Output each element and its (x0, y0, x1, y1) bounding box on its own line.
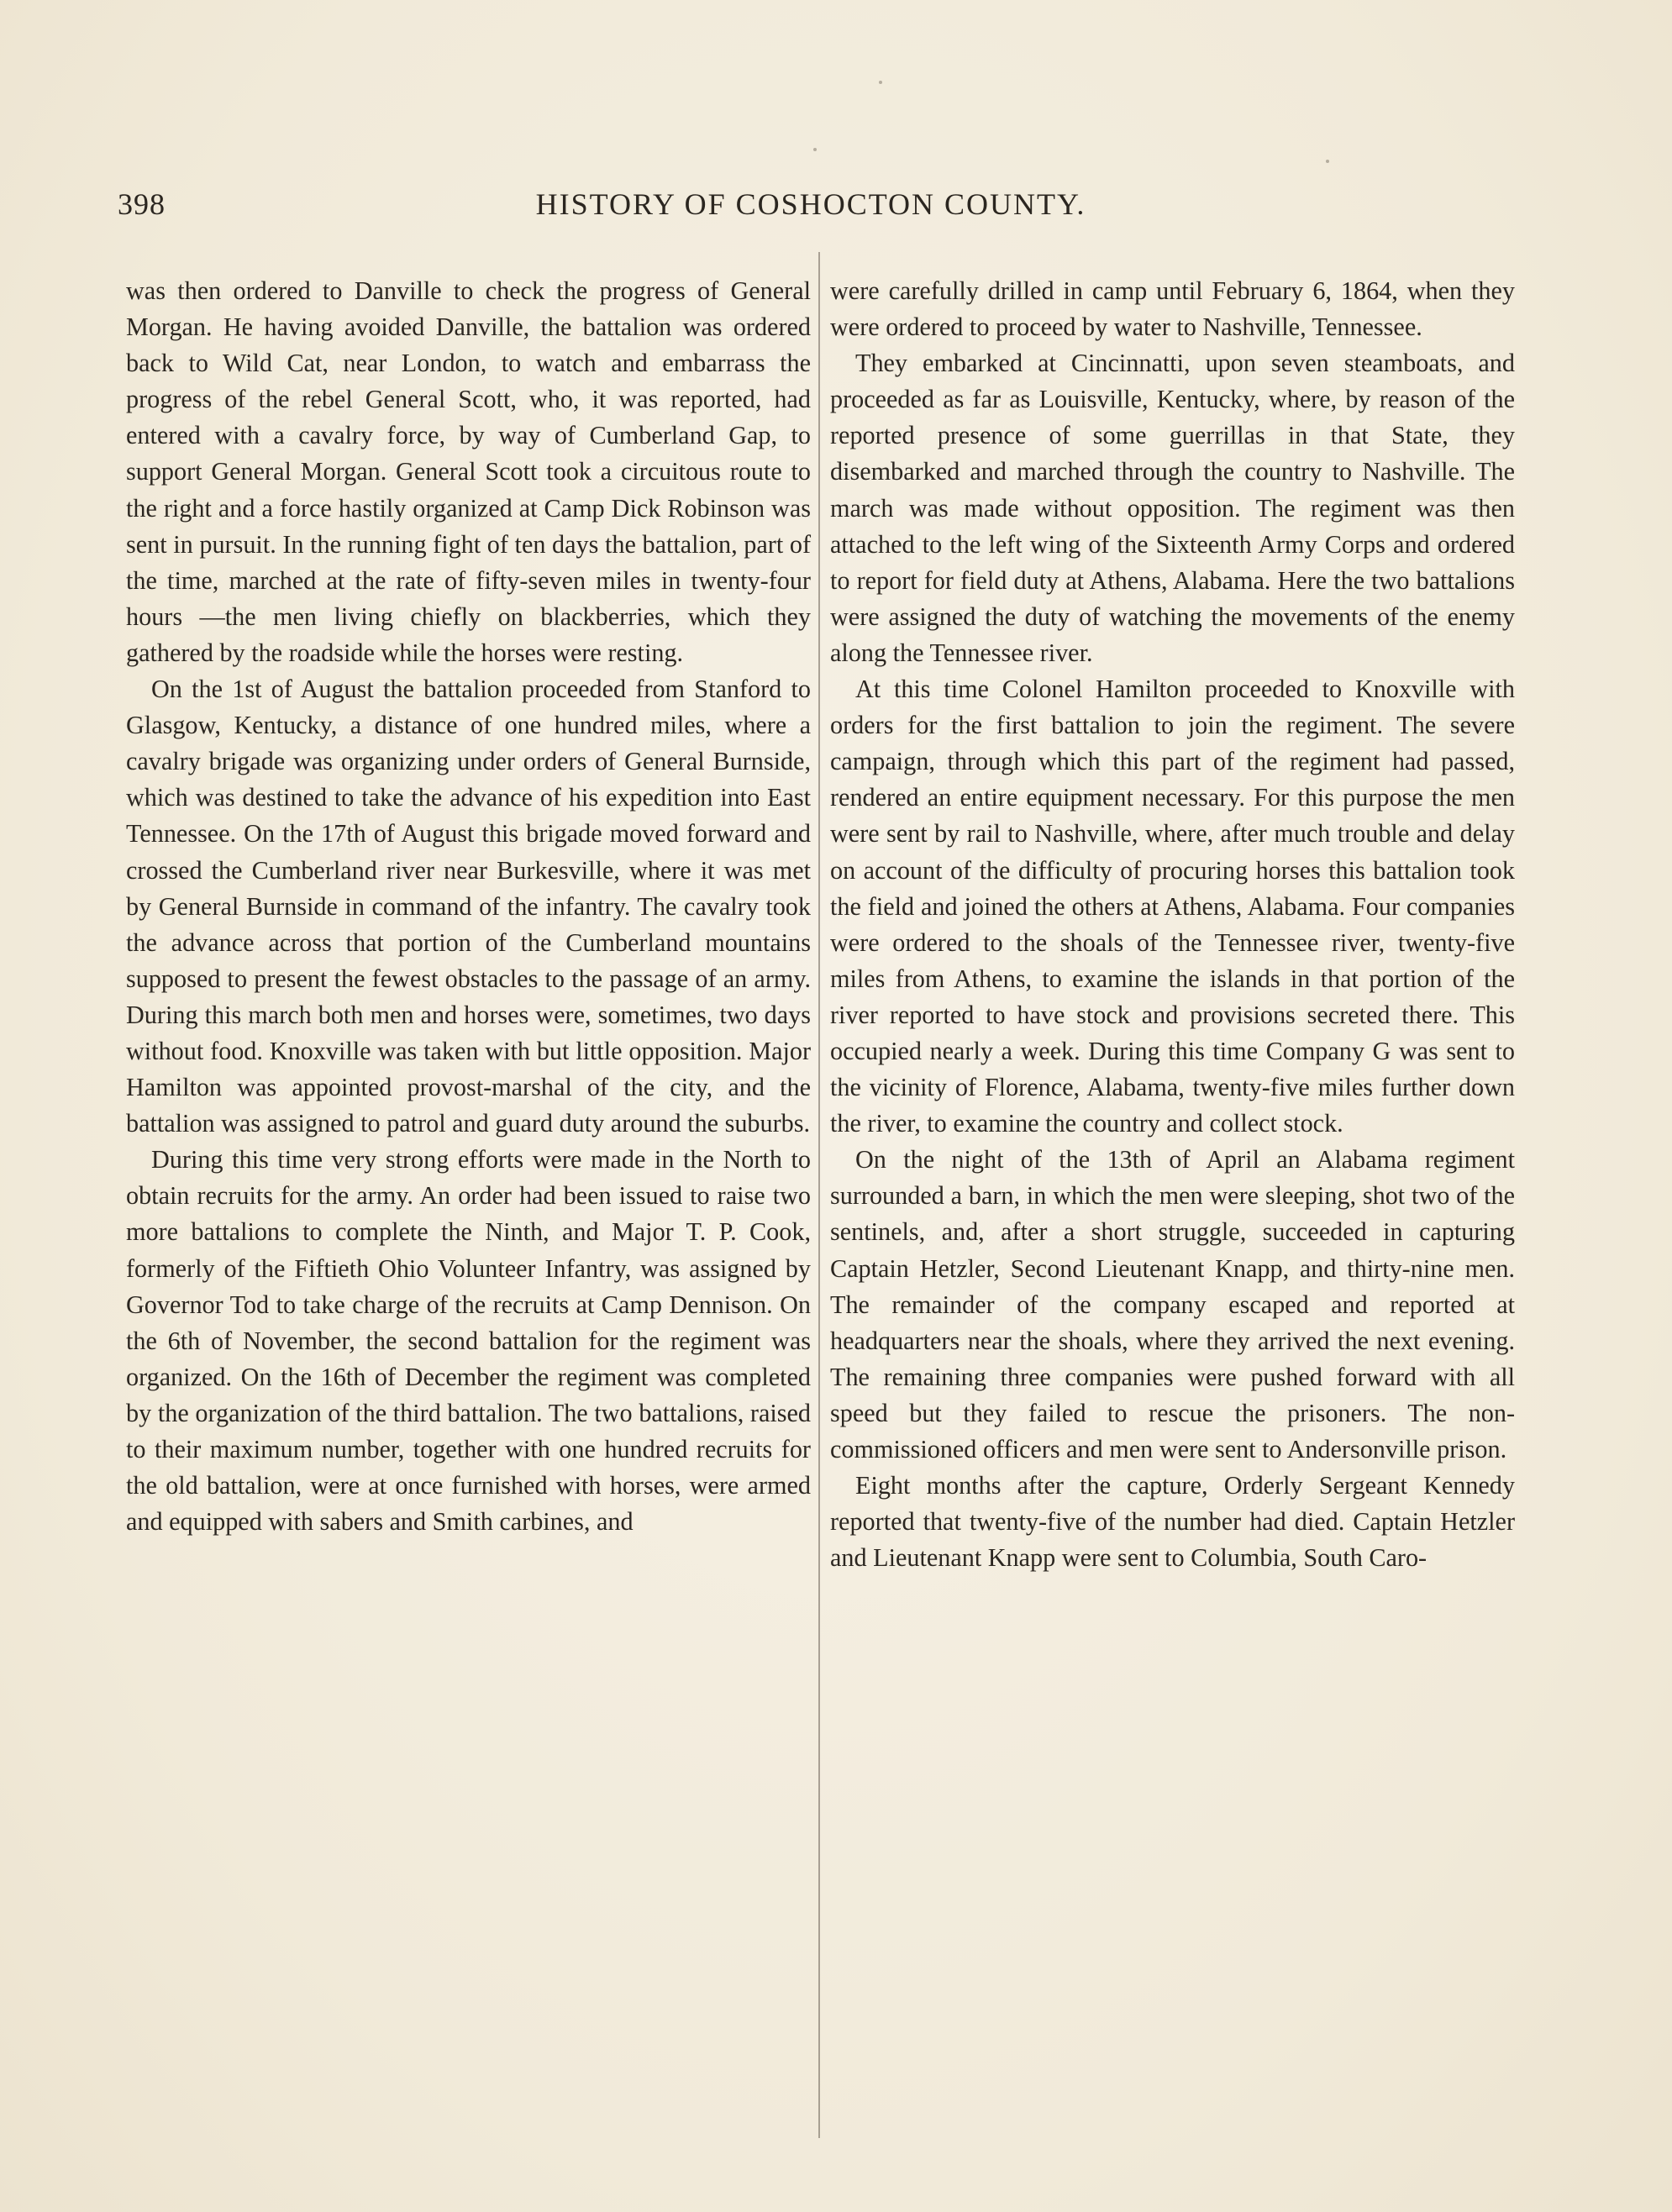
paper-speck (1326, 160, 1329, 163)
paragraph: was then ordered to Danville to check the progress of General Morgan. He having avoided Danville, the battalion was ordered back to Wild Cat, near London, to watch and embarrass the progress of the rebel General Scott, who, it was reported, had entered with a cavalry force, by way of Cumberland Gap, to support General Morgan. General Scott took a circuitous route to the right and a force hastily organized at Camp Dick Robinson was sent in pursuit. In the running fight of ten days the battalion, part of the time, marched at the rate of fifty-seven miles in twenty-four hours —the men living chiefly on blackberries, which they gathered by the roadside while the horses were resting. (126, 276, 811, 667)
page-number: 398 (118, 187, 166, 221)
paragraph: They embarked at Cincinnatti, upon seven steamboats, and proceeded as far as Louisville, Kentucky, where, by reason of the reported presence of some guerrillas in that State, they disembarked and marched through the country to Nashville. The march was made without opposition. The regiment was then attached to the left wing of the Sixteenth Army Corps and ordered to report for field duty at Athens, Alabama. Here the two battalions were assigned the duty of watching the movements of the enemy along the Tennessee river. (830, 349, 1515, 667)
paragraph: During this time very strong efforts were made in the North to obtain recruits for the army. An order had been issued to raise two more battalions to complete the Ninth, and Major T. P. Cook, formerly of the Fiftieth Ohio Volunteer Infantry, was assigned by Governor Tod to take charge of the recruits at Camp Dennison. On the 6th of November, the second battalion for the regiment was organized. On the 16th of December the regiment was completed by the organization of the third battalion. The two battalions, raised to their maximum number, together with one hundred recruits for the old battalion, were at once furnished with horses, were armed and equipped with sabers and Smith carbines, and (126, 1145, 811, 1537)
paragraph: were carefully drilled in camp until February 6, 1864, when they were ordered to proceed by water to Nashville, Tennessee. (830, 276, 1515, 342)
column-divider (818, 252, 820, 2138)
paper-speck (813, 148, 817, 151)
paragraph: At this time Colonel Hamilton proceeded to Knoxville with orders for the first battalion to join the regiment. The severe campaign, through which this part of the regiment had passed, rendered an entire equipment necessary. For this purpose the men were sent by rail to Nashville, where, after much trouble and delay on account of the difficulty of procuring horses this battalion took the field and joined the others at Athens, Alabama. Four companies were ordered to the shoals of the Tennessee river, twenty-five miles from Athens, to examine the islands in that portion of the river reported to have stock and provisions secreted there. This occupied nearly a week. During this time Company G was sent to the vicinity of Florence, Alabama, twenty-five miles further down the river, to examine the country and collect stock. (830, 675, 1515, 1138)
right-column (830, 273, 1515, 1576)
paper-speck (879, 81, 882, 84)
left-column (126, 273, 811, 1540)
running-title: HISTORY OF COSHOCTON COUNTY. (535, 187, 1086, 221)
page-header (118, 187, 1504, 237)
paragraph: Eight months after the capture, Orderly Sergeant Kennedy reported that twenty-five of the number had died. Captain Hetzler and Lieutenant Knapp were sent to Columbia, South Caro- (830, 1471, 1515, 1573)
paragraph: On the night of the 13th of April an Alabama regiment surrounded a barn, in which the men were sleeping, shot two of the sentinels, and, after a short struggle, succeeded in capturing Captain Hetzler, Second Lieutenant Knapp, and thirty-nine men. The remainder of the company escaped and reported at headquarters near the shoals, where they arrived the next evening. The remaining three companies were pushed forward with all speed but they failed to rescue the prisoners. The non-commissioned officers and men were sent to Andersonville prison. (830, 1145, 1515, 1463)
paragraph: On the 1st of August the battalion proceeded from Stanford to Glasgow, Kentucky, a distance of one hundred miles, where a cavalry brigade was organizing under orders of General Burnside, which was destined to take the advance of his expedition into East Tennessee. On the 17th of August this brigade moved forward and crossed the Cumberland river near Burkesville, where it was met by General Burnside in command of the infantry. The cavalry took the advance across that portion of the Cumberland mountains supposed to present the fewest obstacles to the passage of an army. During this march both men and horses were, sometimes, two days without food. Knoxville was taken with but little opposition. Major Hamilton was appointed provost-marshal of the city, and the battalion was assigned to patrol and guard duty around the suburbs. (126, 675, 811, 1138)
